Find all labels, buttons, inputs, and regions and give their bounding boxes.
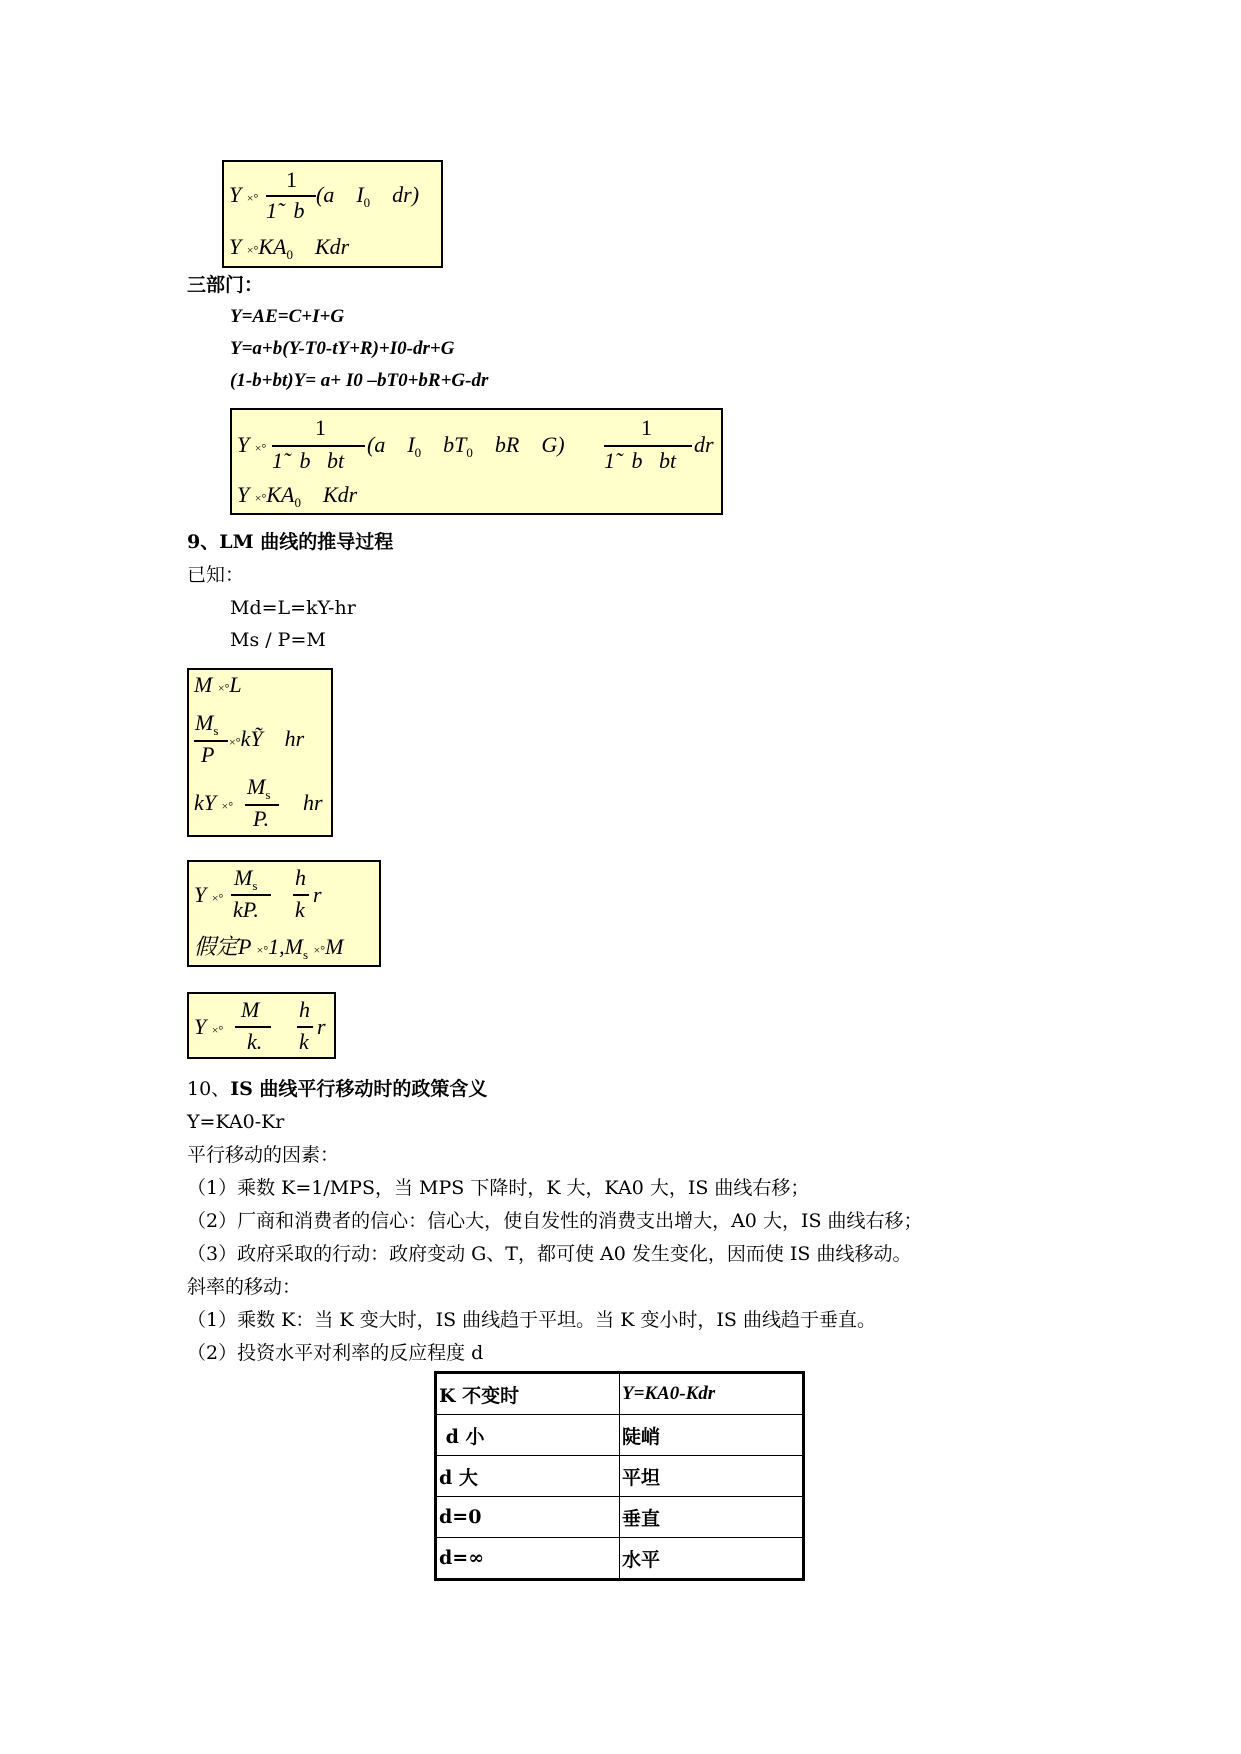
factors-title: 平行移动的因素： bbox=[187, 1144, 340, 1166]
formula-numerator: $M_s$ bbox=[234, 865, 258, 893]
formula-y: Y ×° bbox=[194, 1014, 224, 1039]
table-cell: d=∞ bbox=[436, 1538, 620, 1580]
formula-dr: dr bbox=[694, 432, 714, 457]
equation-line: Ms / P=M bbox=[230, 629, 326, 651]
formula-assumption: 假定$P \times^\circ 1,M_s \times^\circ M$ bbox=[194, 934, 344, 962]
formula-y: Y ×° bbox=[229, 182, 259, 207]
formula-denominator: 1̃ b bt bbox=[272, 448, 345, 473]
section-10-heading bbox=[187, 1077, 487, 1101]
formula-r: r bbox=[317, 1014, 326, 1039]
formula-line: kY ×° bbox=[194, 790, 234, 815]
equation-line: (1-b+bt)Y= a+ I0 –bT0+bR+G-dr bbox=[230, 370, 489, 391]
formula-y: Y ×° bbox=[194, 882, 224, 907]
table-cell: 水平 bbox=[620, 1538, 804, 1580]
slope-item: （2）投资水平对利率的反应程度 d bbox=[187, 1342, 484, 1364]
formula-numerator: h bbox=[299, 997, 310, 1022]
formula-denominator: k bbox=[295, 897, 305, 922]
formula-paren: (a $I_0$ dr) bbox=[316, 182, 420, 210]
section-three-heading: 三部门： bbox=[187, 274, 264, 296]
factor-item: （1）乘数 K=1/MPS，当 MPS 下降时，K 大，KA0 大，IS 曲线右移； bbox=[187, 1177, 810, 1199]
formula-y: Y ×° bbox=[237, 432, 267, 457]
factor-item: （2）厂商和消费者的信心：信心大，使自发性的消费支出增大，A0 大，IS 曲线右移； bbox=[187, 1210, 923, 1232]
table-row bbox=[436, 1497, 804, 1538]
formula-line: ×°kY hr bbox=[229, 726, 305, 751]
factor-item: （3）政府采取的行动：政府变动 G、T，都可使 A0 发生变化，因而使 IS 曲线移动。 bbox=[187, 1243, 912, 1265]
formula-denominator: P bbox=[201, 742, 215, 767]
formula-numerator: $M_s$ bbox=[195, 710, 219, 738]
section-9-heading: 9、LM 曲线的推导过程 bbox=[187, 531, 394, 553]
table-row bbox=[436, 1415, 804, 1456]
formula-box-lm-derivation bbox=[187, 668, 333, 837]
formula-box-three-sector bbox=[230, 408, 723, 515]
table-cell: 陡峭 bbox=[620, 1415, 804, 1456]
section-10-number: 10、 bbox=[187, 1078, 231, 1100]
formula-numerator: h bbox=[295, 865, 306, 890]
formula-numerator: 1 bbox=[315, 415, 326, 440]
table-row bbox=[436, 1456, 804, 1497]
table-cell: d 大 bbox=[436, 1456, 620, 1497]
table-cell: K 不变时 bbox=[436, 1373, 620, 1415]
formula-ka: $Y \times^\circ KA_0$ Kdr bbox=[237, 482, 358, 510]
formula-ka: $Y \times^\circ KA_0$ Kdr bbox=[229, 234, 350, 262]
formula-numerator: M bbox=[241, 997, 260, 1022]
formula-numerator: 1 bbox=[641, 415, 652, 440]
formula-numerator: $M_s$ bbox=[247, 774, 271, 802]
table-row bbox=[436, 1538, 804, 1580]
section-10-title: IS 曲线平行移动时的政策含义 bbox=[230, 1078, 488, 1100]
table-cell: d 小 bbox=[436, 1415, 620, 1456]
equation-line: Md=L=kY-hr bbox=[230, 597, 356, 619]
equation-line: Y=a+b(Y-T0-tY+R)+I0-dr+G bbox=[230, 338, 455, 359]
formula-denominator: 1̃ b bbox=[266, 198, 305, 223]
slope-title: 斜率的移动： bbox=[187, 1276, 302, 1298]
formula-denominator: k. bbox=[247, 1029, 263, 1054]
formula-box-two-sector bbox=[222, 160, 443, 268]
table-cell: 垂直 bbox=[620, 1497, 804, 1538]
formula-numerator: 1 bbox=[286, 167, 297, 192]
formula-hr: hr bbox=[303, 790, 323, 815]
formula-box-lm-final bbox=[187, 992, 336, 1059]
table-cell: d=0 bbox=[436, 1497, 620, 1538]
equation-line: Y=AE=C+I+G bbox=[230, 306, 345, 327]
formula-paren: (a $I_0$ $bT_0$ bR G) bbox=[367, 432, 565, 460]
formula-denominator: k bbox=[299, 1029, 309, 1054]
formula-text: Y=KA0-Kr bbox=[187, 1111, 285, 1133]
formula-denominator: kP. bbox=[233, 897, 259, 922]
formula-denominator: 1̃ b bt bbox=[604, 448, 677, 473]
formula-denominator: P. bbox=[253, 806, 270, 831]
table-row bbox=[436, 1373, 804, 1415]
formula-line: M ×°L bbox=[194, 672, 242, 697]
slope-item: （1）乘数 K：当 K 变大时，IS 曲线趋于平坦。当 K 变小时，IS 曲线趋于垂直。 bbox=[187, 1309, 876, 1331]
known-label: 已知： bbox=[187, 564, 245, 586]
table-cell: Y=KA0-Kdr bbox=[620, 1373, 804, 1415]
table-cell: 平坦 bbox=[620, 1456, 804, 1497]
slope-table bbox=[434, 1371, 805, 1581]
formula-box-lm-equation bbox=[187, 860, 381, 967]
formula-r: r bbox=[313, 882, 322, 907]
